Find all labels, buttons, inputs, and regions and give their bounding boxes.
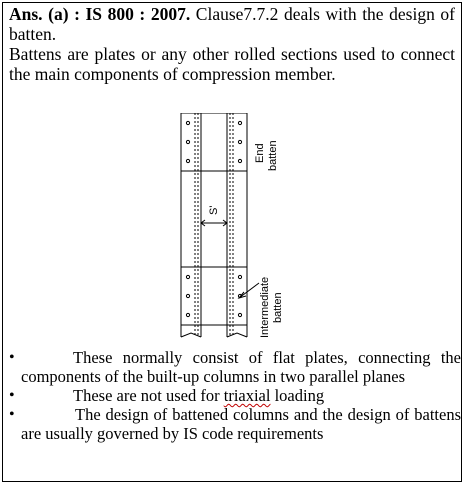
- definition-text: Battens are plates or any other rolled sections used to connect the main components of compression member.: [9, 44, 455, 84]
- bullet-text-2-before: These are not used for: [73, 386, 224, 405]
- answer-heading: [9, 4, 455, 44]
- bullet-text-2: [19, 386, 461, 405]
- bullet-dot-icon: •: [9, 387, 15, 404]
- batten-svg: [171, 113, 291, 343]
- bullet-list: [3, 348, 461, 443]
- list-item: [3, 348, 461, 386]
- bullet-dot-icon: •: [9, 406, 15, 423]
- list-item: [3, 405, 461, 443]
- intermediate-batten-plate: [181, 267, 247, 325]
- bullet-text-2-after: loading: [270, 386, 325, 405]
- intermediate-batten-label-1: Intermediate: [259, 276, 271, 338]
- end-batten-label-2: batten: [267, 140, 279, 171]
- bullet-dot-icon: •: [9, 349, 15, 366]
- answer-intro: [9, 4, 455, 84]
- bullet-text-1: These normally consist of flat plates, connecting the components of the built-up columns in two parallel planes: [21, 348, 461, 386]
- answer-prefix: Ans. (a) : IS 800 : 2007.: [9, 4, 191, 24]
- spacing-label: S': [208, 205, 220, 215]
- intermediate-batten-label-2: batten: [272, 292, 284, 323]
- bullet-text-3: The design of battened columns and the design of battens are usually governed by IS code requirements: [21, 405, 461, 443]
- list-item: [3, 386, 461, 405]
- end-batten-plate: [181, 113, 247, 171]
- spellcheck-word: triaxial: [223, 386, 271, 405]
- end-batten-label-1: End: [254, 143, 266, 163]
- answer-box: [2, 2, 462, 482]
- clause-text: Clause7.7.2 deals with the design of batten.: [9, 4, 455, 44]
- batten-diagram: [171, 113, 291, 343]
